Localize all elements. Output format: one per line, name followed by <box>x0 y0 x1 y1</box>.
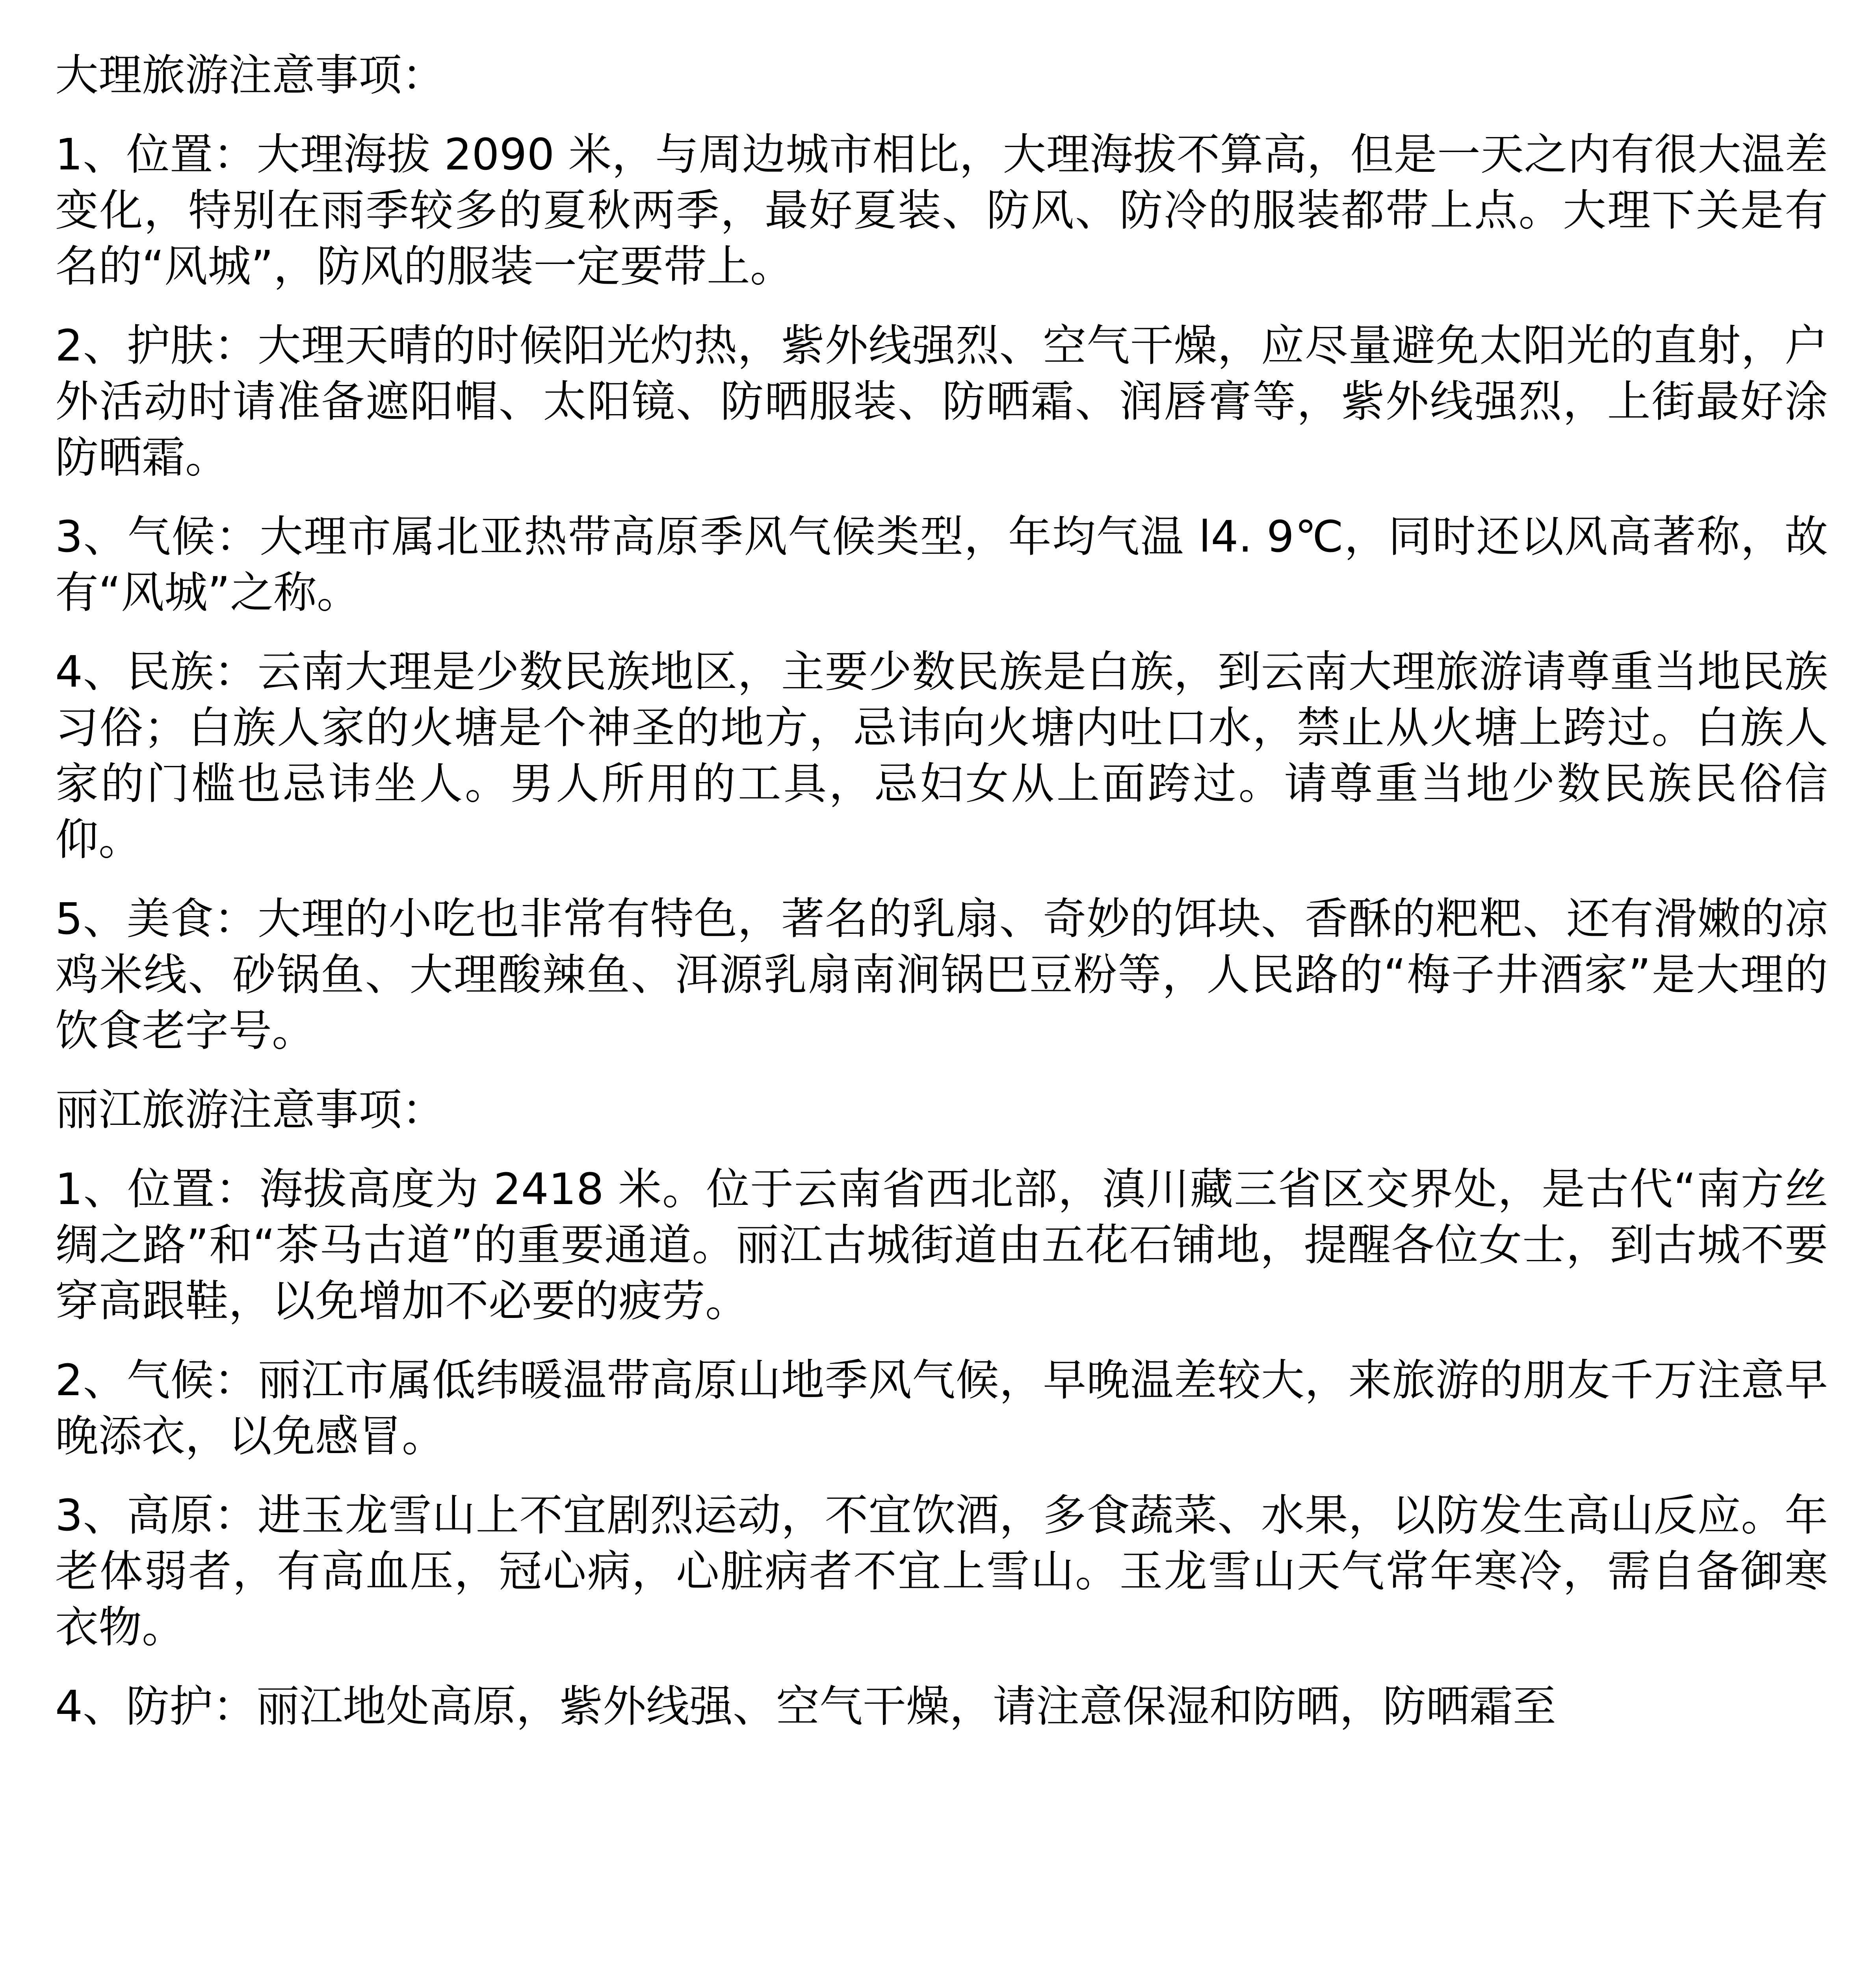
lijiang-item-location: 1、位置：海拔高度为 2418 米。位于云南省西北部，滇川藏三省区交界处，是古代“南方丝绸之路”和“茶马古道”的重要通道。丽江古城街道由五花石铺地，提醒各位女士，到古城不要穿高跟鞋，以免增加不必要的疲劳。 <box>55 1164 1828 1326</box>
document-page <box>55 47 1828 1758</box>
lijiang-item-climate: 2、气候：丽江市属低纬暖温带高原山地季风气候，早晚温差较大，来旅游的朋友千万注意早晚添衣，以免感冒。 <box>55 1355 1828 1461</box>
dali-item-food: 5、美食：大理的小吃也非常有特色，著名的乳扇、奇妙的饵块、香酥的粑粑、还有滑嫩的凉鸡米线、砂锅鱼、大理酸辣鱼、洱源乳扇南涧锅巴豆粉等，人民路的“梅子井酒家”是大理的饮食老字号。 <box>55 894 1828 1056</box>
dali-section-title: 大理旅游注意事项： <box>55 50 445 100</box>
dali-item-skincare: 2、护肤：大理天晴的时候阳光灼热，紫外线强烈、空气干燥，应尽量避免太阳光的直射，户外活动时请准备遮阳帽、太阳镜、防晒服装、防晒霜、润唇膏等，紫外线强烈，上街最好涂防晒霜。 <box>55 320 1828 483</box>
dali-item-ethnicity: 4、民族：云南大理是少数民族地区，主要少数民族是白族，到云南大理旅游请尊重当地民族习俗；白族人家的火塘是个神圣的地方，忌讳向火塘内吐口水，禁止从火塘上跨过。白族人家的门槛也忌讳坐人。男人所用的工具，忌妇女从上面跨过。请尊重当地少数民族民俗信仰。 <box>55 647 1828 865</box>
dali-item-climate: 3、气候：大理市属北亚热带高原季风气候类型，年均气温 l4. 9℃，同时还以风高著称，故有“风城”之称。 <box>55 511 1828 618</box>
lijiang-section-title: 丽江旅游注意事项： <box>55 1085 445 1135</box>
lijiang-item-plateau: 3、高原：进玉龙雪山上不宜剧烈运动，不宜饮酒，多食蔬菜、水果，以防发生高山反应。年老体弱者，有高血压，冠心病，心脏病者不宜上雪山。玉龙雪山天气常年寒冷，需自备御寒衣物。 <box>55 1490 1828 1652</box>
dali-item-location: 1、位置：大理海拔 2090 米，与周边城市相比，大理海拔不算高，但是一天之内有很大温差变化，特别在雨季较多的夏秋两季，最好夏装、防风、防冷的服装都带上点。大理下关是有名的“风城”，防风的服装一定要带上。 <box>55 129 1828 292</box>
lijiang-item-protection: 4、防护：丽江地处高原，紫外线强、空气干燥，请注意保湿和防晒，防晒霜至 <box>55 1681 1556 1732</box>
